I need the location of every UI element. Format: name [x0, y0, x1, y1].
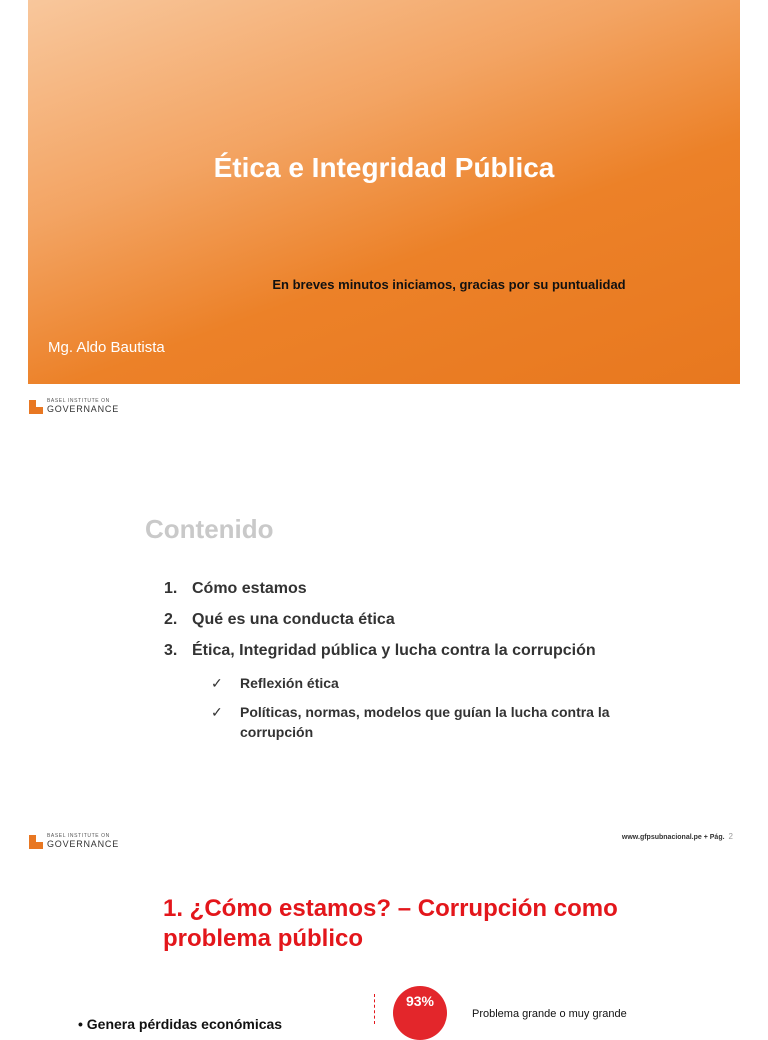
page-number: 2	[728, 832, 733, 841]
percent-value: 93%	[405, 993, 435, 1009]
bullet-text: • Genera pérdidas económicas	[78, 1016, 283, 1032]
checkmark-icon: ✓	[211, 704, 223, 720]
section-title: 1. ¿Cómo estamos? – Corrupción como problema público	[163, 895, 618, 952]
list-item: 1. Cómo estamos	[164, 580, 307, 597]
basel-logo-icon	[29, 400, 43, 414]
logo-line2: GOVERNANCE	[47, 404, 120, 414]
contents-sublist	[211, 673, 670, 751]
sublist-item: ✓ Políticas, normas, modelos que guían la lucha contra la corrupción	[211, 704, 610, 740]
slide-subtitle: En breves minutos iniciamos, gracias por su puntualidad	[272, 277, 626, 292]
percent-badge	[393, 986, 447, 1040]
list-item: 3. Ética, Integridad pública y lucha contra la corrupción	[164, 642, 596, 659]
basel-logo	[29, 399, 119, 414]
contents-heading: Contenido	[145, 514, 274, 544]
sublist-item: ✓ Reflexión ética	[211, 675, 339, 691]
logo-line2: GOVERNANCE	[47, 839, 120, 849]
percent-label: Problema grande o muy grande	[472, 1008, 627, 1020]
footer-site: www.gfpsubnacional.pe + Pág.	[621, 834, 725, 841]
author-name: Mg. Aldo Bautista	[48, 339, 165, 356]
divider	[374, 994, 375, 1024]
list-item: 2. Qué es una conducta ética	[164, 611, 395, 628]
checkmark-icon: ✓	[211, 675, 223, 691]
contents-list	[164, 580, 596, 673]
logo-line1: BASEL INSTITUTE ON	[47, 833, 110, 839]
logo-line1: BASEL INSTITUTE ON	[47, 398, 110, 404]
slide-footer	[622, 832, 733, 841]
title-slide	[28, 0, 740, 384]
slide-title: Ética e Integridad Pública	[213, 152, 555, 183]
basel-logo	[29, 834, 119, 849]
basel-logo-icon	[29, 835, 43, 849]
